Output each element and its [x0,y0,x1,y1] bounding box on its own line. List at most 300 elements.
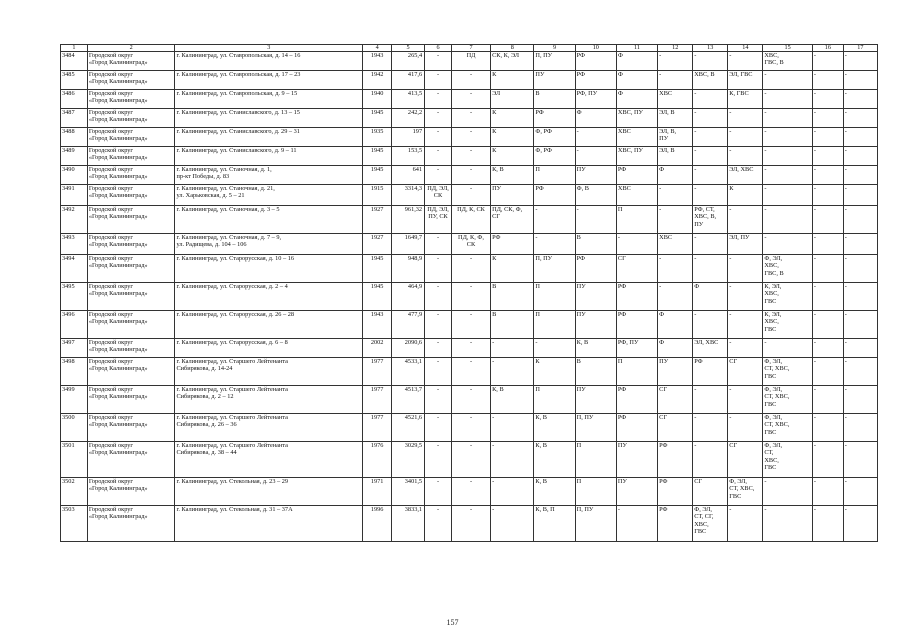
table-cell: 4521,6 [392,414,425,442]
column-number-cell: 7 [451,45,490,52]
address-cell: г. Калининград, ул. Станиславского, д. 9 – 11 [175,147,363,166]
table-cell: РФ [616,166,657,185]
owner-cell: Городской округ «Город Калининград» [87,206,175,234]
table-cell: 417,6 [392,71,425,90]
table-cell: К, ГВС [728,90,763,109]
table-cell: К [728,185,763,206]
address-cell: г. Калининград, ул. Старорусская, д. 10 – 16 [175,255,363,283]
table-cell: 1977 [363,386,392,414]
table-cell: ЭЛ, ХВС [728,166,763,185]
table-cell: К [491,147,534,166]
column-number-cell: 6 [425,45,452,52]
table-cell: ПУ [658,358,693,386]
row-number-cell: 3486 [61,90,88,109]
table-cell: 1935 [363,128,392,147]
table-cell: - [534,234,575,255]
table-cell: 2090,6 [392,339,425,358]
address-cell: г. Калининград, ул. Ставропольская, д. 17 – 23 [175,71,363,90]
table-cell: Ф [616,52,657,71]
table-cell: - [728,206,763,234]
table-cell: П, ПУ [534,255,575,283]
table-cell: К [491,109,534,128]
owner-cell: Городской округ «Город Калининград» [87,185,175,206]
row-number-cell: 3500 [61,414,88,442]
table-cell: Ф, В [575,185,616,206]
owner-cell: Городской округ «Город Калининград» [87,52,175,71]
table-cell: ПУ [575,386,616,414]
table-cell: К, В [534,414,575,442]
table-cell: ПУ [616,478,657,506]
table-row [61,109,878,128]
column-number-header [61,45,878,52]
table-cell: - [451,339,490,358]
column-number-cell: 12 [658,45,693,52]
row-number-cell: 3499 [61,386,88,414]
table-cell: 3029,5 [392,442,425,478]
table-cell: П [575,478,616,506]
table-cell: - [451,109,490,128]
register-table [60,44,878,542]
table-cell: - [763,185,813,206]
table-cell: - [425,478,452,506]
table-cell: - [763,147,813,166]
row-number-cell: 3491 [61,185,88,206]
address-cell: г. Калининград, ул. Стекольная, д. 23 – 29 [175,478,363,506]
table-cell: СГ [616,255,657,283]
table-cell: - [693,128,728,147]
table-row [61,386,878,414]
table-cell: - [812,442,843,478]
table-cell: - [425,90,452,109]
table-row [61,506,878,542]
table-cell: 477,9 [392,311,425,339]
table-cell: - [425,128,452,147]
table-cell: 153,5 [392,147,425,166]
column-number-cell: 3 [175,45,363,52]
table-cell: В [534,90,575,109]
table-cell: - [616,506,657,542]
table-cell: 4513,7 [392,386,425,414]
table-cell: ХВС [616,128,657,147]
table-cell: - [658,206,693,234]
table-cell: - [763,206,813,234]
address-cell: г. Калининград, ул. Старшего Лейтенанта Сибирякова, д. 38 – 44 [175,442,363,478]
table-cell: СГ [728,358,763,386]
table-row [61,166,878,185]
column-number-cell: 17 [843,45,877,52]
table-cell: - [763,128,813,147]
address-cell: г. Калининград, ул. Старшего Лейтенанта Сибирякова, д. 2 – 12 [175,386,363,414]
table-cell: РФ [575,255,616,283]
table-cell: ПД, К, СК [451,206,490,234]
row-number-cell: 3492 [61,206,88,234]
table-cell: - [843,255,877,283]
column-number-cell: 4 [363,45,392,52]
table-cell: - [763,71,813,90]
table-cell: - [425,71,452,90]
table-cell: К [491,128,534,147]
table-cell: - [843,311,877,339]
address-cell: г. Калининград, ул. Станочная, д. 7 – 9, ул. Радищева, д. 104 – 106 [175,234,363,255]
table-cell: ЭЛ, ХВС [693,339,728,358]
table-cell: ХВС [616,185,657,206]
row-number-cell: 3494 [61,255,88,283]
table-cell: - [575,128,616,147]
table-cell: В [575,358,616,386]
table-row [61,311,878,339]
table-cell: РФ [491,234,534,255]
table-cell: - [812,339,843,358]
table-cell: ПУ [575,283,616,311]
table-cell: 3833,1 [392,506,425,542]
table-cell: 1915 [363,185,392,206]
table-cell: - [693,52,728,71]
row-number-cell: 3495 [61,283,88,311]
table-cell: П [534,283,575,311]
column-number-cell: 15 [763,45,813,52]
table-cell: - [843,234,877,255]
table-cell: - [451,71,490,90]
table-cell: - [763,339,813,358]
table-cell: - [451,358,490,386]
table-cell: - [575,147,616,166]
address-cell: г. Калининград, ул. Станиславского, д. 29 – 31 [175,128,363,147]
table-cell: - [451,283,490,311]
table-row [61,283,878,311]
table-row [61,52,878,71]
table-cell: ЭЛ [491,90,534,109]
table-cell: - [812,128,843,147]
table-cell: - [693,185,728,206]
table-cell: 1996 [363,506,392,542]
column-number-cell: 10 [575,45,616,52]
table-cell: РФ [575,71,616,90]
table-cell: П [616,206,657,234]
table-cell: - [843,506,877,542]
table-row [61,90,878,109]
table-cell: - [812,386,843,414]
table-cell: - [728,311,763,339]
table-cell: - [728,128,763,147]
row-number-cell: 3490 [61,166,88,185]
table-cell: 197 [392,128,425,147]
table-cell: - [491,442,534,478]
table-cell: К, В, П [534,506,575,542]
table-cell: - [843,339,877,358]
row-number-cell: 3489 [61,147,88,166]
table-cell: - [843,109,877,128]
table-cell: - [451,414,490,442]
table-cell: К, В [491,386,534,414]
owner-cell: Городской округ «Город Калининград» [87,478,175,506]
table-cell: К [534,358,575,386]
table-cell: П, ПУ [575,414,616,442]
table-cell: - [658,52,693,71]
table-row [61,206,878,234]
table-cell: СГ [693,478,728,506]
table-cell: - [728,52,763,71]
table-cell: ХВС, В [693,71,728,90]
row-number-cell: 3498 [61,358,88,386]
table-cell: 1945 [363,255,392,283]
table-cell: 1927 [363,234,392,255]
table-cell: ХВС, ГВС, В [763,52,813,71]
table-row [61,414,878,442]
table-cell: В [491,283,534,311]
table-cell: РФ [534,109,575,128]
table-cell: РФ [616,414,657,442]
table-cell: - [843,185,877,206]
address-cell: г. Калининград, ул. Стекольная, д. 31 – 37А [175,506,363,542]
table-cell: СГ [658,414,693,442]
table-cell: РФ [658,442,693,478]
table-cell: - [812,478,843,506]
table-cell: В [491,311,534,339]
table-cell: - [425,506,452,542]
table-cell: - [843,147,877,166]
table-cell: - [812,206,843,234]
table-cell: - [491,506,534,542]
table-cell: - [451,442,490,478]
table-cell: Ф [658,311,693,339]
table-cell: - [812,166,843,185]
table-cell: Ф [616,71,657,90]
table-cell: К, В [575,339,616,358]
table-cell: - [812,147,843,166]
table-cell: 3314,3 [392,185,425,206]
table-cell: - [728,283,763,311]
table-cell: ПУ [575,166,616,185]
column-number-cell: 13 [693,45,728,52]
table-cell: РФ [575,52,616,71]
table-cell: ПД, ЭЛ, СК [425,185,452,206]
table-cell: - [425,255,452,283]
table-row [61,185,878,206]
table-cell: - [451,386,490,414]
table-cell: - [658,255,693,283]
table-cell: Ф, ЭЛ, СТ, ХВС, ГВС [763,358,813,386]
row-number-cell: 3497 [61,339,88,358]
table-cell: - [451,311,490,339]
table-cell: 1976 [363,442,392,478]
page-number: 157 [446,618,459,627]
table-cell: 4533,1 [392,358,425,386]
table-cell: 1977 [363,358,392,386]
table-cell: П [534,311,575,339]
address-cell: г. Калининград, ул. Станочная, д. 21, ул. Харьковская, д. 5 – 21 [175,185,363,206]
table-cell: ПД, ЭЛ, ПУ, СК [425,206,452,234]
table-cell: В [575,234,616,255]
table-cell: - [728,506,763,542]
table-cell: 1945 [363,109,392,128]
table-row [61,147,878,166]
table-cell: - [693,414,728,442]
table-cell: СГ [658,386,693,414]
table-cell: СК, К, ЭЛ [491,52,534,71]
table-row [61,442,878,478]
table-cell: ПД, СК, Ф, СГ [491,206,534,234]
column-number-cell: 11 [616,45,657,52]
table-cell: - [728,147,763,166]
table-cell: 1943 [363,311,392,339]
address-cell: г. Калининград, ул. Станочная, д. 1, пр-кт Победы, д. 83 [175,166,363,185]
table-cell: РФ [616,311,657,339]
row-number-cell: 3502 [61,478,88,506]
table-cell: - [658,185,693,206]
column-number-cell: 5 [392,45,425,52]
table-cell: К [491,255,534,283]
table-cell: 641 [392,166,425,185]
table-cell: - [693,311,728,339]
table-cell: 242,2 [392,109,425,128]
table-cell: РФ [534,185,575,206]
table-cell: РФ [616,386,657,414]
table-cell: - [425,109,452,128]
table-cell: - [763,166,813,185]
address-cell: г. Калининград, ул. Станиславского, д. 13 – 15 [175,109,363,128]
table-cell: Ф, ЭЛ, СТ, ХВС, ГВС [763,414,813,442]
table-cell: К, В [491,166,534,185]
table-cell: - [425,166,452,185]
column-number-cell: 16 [812,45,843,52]
table-cell: Ф, РФ [534,128,575,147]
address-cell: г. Калининград, ул. Старорусская, д. 26 – 28 [175,311,363,339]
table-cell: РФ [693,358,728,386]
table-cell: Ф [693,283,728,311]
table-cell: ХВС [658,90,693,109]
table-cell: - [843,283,877,311]
table-row [61,358,878,386]
table-row [61,255,878,283]
address-cell: г. Калининград, ул. Старшего Лейтенанта Сибирякова, д. 26 – 36 [175,414,363,442]
table-cell: - [534,206,575,234]
address-cell: г. Калининград, ул. Старшего Лейтенанта Сибирякова, д. 14-24 [175,358,363,386]
table-cell: - [728,339,763,358]
table-cell: 1649,7 [392,234,425,255]
table-cell: - [693,442,728,478]
table-cell: - [812,52,843,71]
table-cell: - [812,90,843,109]
table-cell: ПД [451,52,490,71]
table-cell: РФ [658,478,693,506]
table-cell: ХВС, ПУ [616,109,657,128]
table-cell: - [693,255,728,283]
address-cell: г. Калининград, ул. Старорусская, д. 6 – 8 [175,339,363,358]
table-cell: ЭЛ, В, ПУ [658,128,693,147]
table-cell: Ф, ЭЛ, СТ, СГ, ХВС, ГВС [693,506,728,542]
owner-cell: Городской округ «Город Калининград» [87,386,175,414]
table-cell: - [616,234,657,255]
table-cell: - [425,234,452,255]
table-cell: К [491,71,534,90]
table-cell: - [763,109,813,128]
table-cell: - [812,414,843,442]
table-cell: - [843,166,877,185]
table-body [61,52,878,542]
table-cell: П [575,442,616,478]
table-row [61,128,878,147]
table-cell: ПД, К, Ф, СК [451,234,490,255]
table-cell: - [425,147,452,166]
table-cell: - [728,255,763,283]
table-cell: 464,9 [392,283,425,311]
table-cell: - [812,283,843,311]
table-cell: - [658,283,693,311]
table-cell: - [575,206,616,234]
table-cell: 1943 [363,52,392,71]
table-cell: П [534,166,575,185]
table-cell: - [425,386,452,414]
table-cell: - [812,506,843,542]
table-cell: Ф, РФ [534,147,575,166]
table-cell: К, ЭЛ, ХВС, ГВС [763,283,813,311]
table-cell: - [451,147,490,166]
address-cell: г. Калининград, ул. Старорусская, д. 2 – 4 [175,283,363,311]
table-cell: - [693,166,728,185]
table-cell: - [451,185,490,206]
table-cell: ЭЛ, ГВС [728,71,763,90]
table-cell: - [491,414,534,442]
table-cell: ХВС [658,234,693,255]
row-number-cell: 3493 [61,234,88,255]
row-number-cell: 3485 [61,71,88,90]
row-number-cell: 3488 [61,128,88,147]
table-cell: 1940 [363,90,392,109]
table-cell: - [728,414,763,442]
table-cell: 1945 [363,283,392,311]
table-cell: - [763,90,813,109]
table-cell: - [843,128,877,147]
table-cell: - [534,339,575,358]
table-cell: 3401,5 [392,478,425,506]
owner-cell: Городской округ «Город Калининград» [87,358,175,386]
table-cell: Ф, ЭЛ, ХВС, ГВС, В [763,255,813,283]
table-cell: - [425,414,452,442]
table-cell: - [763,506,813,542]
table-cell: - [451,255,490,283]
table-cell: - [451,478,490,506]
row-number-cell: 3503 [61,506,88,542]
table-cell: - [843,52,877,71]
table-cell: - [812,109,843,128]
table-cell: - [693,109,728,128]
table-cell: СГ [728,442,763,478]
table-cell: - [843,90,877,109]
table-cell: - [843,206,877,234]
table-cell: - [812,311,843,339]
owner-cell: Городской округ «Город Калининград» [87,109,175,128]
owner-cell: Городской округ «Город Калининград» [87,311,175,339]
table-cell: К, В [534,442,575,478]
column-number-cell: 8 [491,45,534,52]
table-row [61,234,878,255]
table-cell: - [812,71,843,90]
owner-cell: Городской округ «Город Калининград» [87,128,175,147]
table-cell: - [728,386,763,414]
table-cell: - [843,71,877,90]
table-cell: - [693,386,728,414]
table-cell: 1927 [363,206,392,234]
address-cell: г. Калининград, ул. Ставропольская, д. 9 – 15 [175,90,363,109]
table-cell: - [491,339,534,358]
table-row [61,478,878,506]
row-number-cell: 3487 [61,109,88,128]
owner-cell: Городской округ «Город Калининград» [87,506,175,542]
row-number-cell: 3484 [61,52,88,71]
table-cell: Ф [658,339,693,358]
table-cell: ПУ [616,442,657,478]
table-row [61,71,878,90]
